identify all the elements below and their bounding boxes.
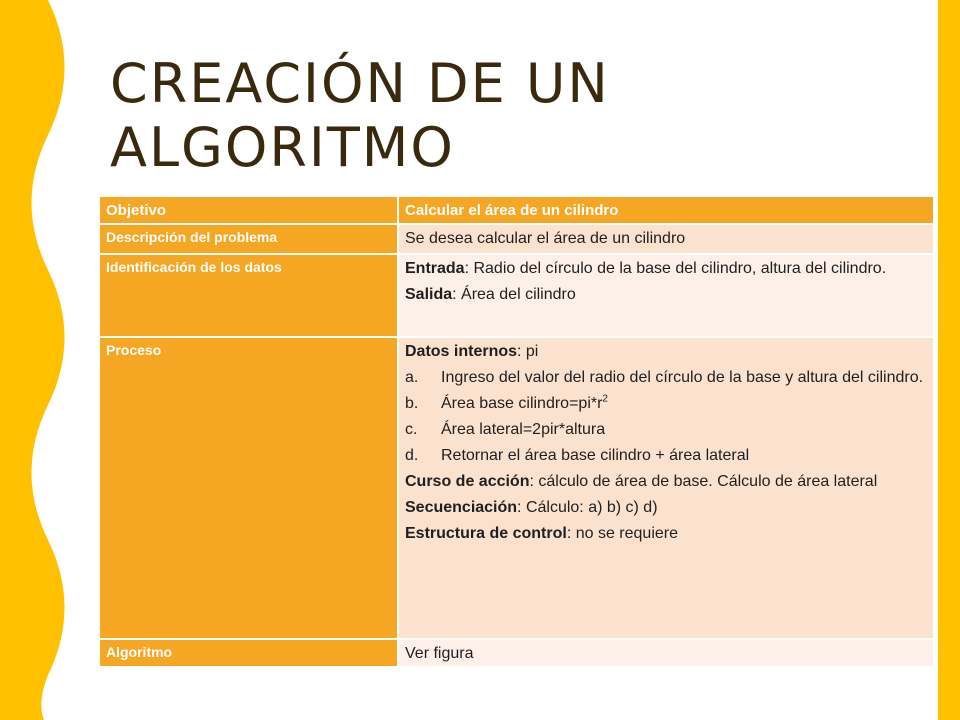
proceso-value — [397, 338, 933, 640]
internos-line — [405, 339, 927, 365]
right-accent-bar — [938, 0, 960, 720]
estructura-line — [405, 521, 927, 547]
list-item — [405, 365, 927, 391]
list-text: Área base cilindro=pi*r — [441, 395, 603, 412]
secuencia-label: Secuenciación — [405, 499, 518, 516]
curso-line — [405, 469, 927, 495]
entrada-text: : Radio del círculo de la base del cilindro, altura del cilindro. — [464, 260, 887, 277]
estructura-text: : no se requiere — [566, 525, 678, 542]
left-wave-decoration — [0, 0, 80, 720]
exponent: 2 — [602, 393, 608, 405]
algoritmo-label: Algoritmo — [100, 640, 397, 668]
list-item — [405, 391, 927, 417]
descripcion-label: Descripción del problema — [100, 225, 397, 255]
descripcion-value: Se desea calcular el área de un cilindro — [397, 225, 933, 255]
estructura-label: Estructura de control — [405, 525, 567, 542]
algorithm-table — [100, 197, 933, 668]
list-text: Área lateral=2pir*altura — [441, 421, 606, 438]
list-item — [405, 417, 927, 443]
title-line-2: ALGORITMO — [110, 116, 455, 179]
curso-label: Curso de acción — [405, 473, 530, 490]
list-text: Ingreso del valor del radio del círculo de la base y altura del cilindro. — [441, 369, 924, 386]
list-marker: a. — [405, 369, 419, 386]
secuencia-line — [405, 495, 927, 521]
internos-text: : pi — [517, 343, 539, 360]
list-text: Retornar el área base cilindro + área lateral — [441, 447, 750, 464]
internos-label: Datos internos — [405, 343, 518, 360]
list-marker: b. — [405, 395, 419, 412]
slide-title — [110, 52, 910, 180]
secuencia-text: : Cálculo: a) b) c) d) — [517, 499, 658, 516]
salida-line — [405, 282, 927, 308]
objetivo-label: Objetivo — [100, 197, 397, 225]
list-text-wrap — [441, 391, 927, 417]
list-marker: d. — [405, 447, 419, 464]
entrada-label: Entrada — [405, 260, 465, 277]
title-line-1: CREACIÓN DE UN — [110, 52, 610, 115]
salida-text: : Área del cilindro — [452, 286, 576, 303]
list-item — [405, 443, 927, 469]
datos-label: Identificación de los datos — [100, 255, 397, 338]
entrada-line — [405, 256, 927, 282]
objetivo-value: Calcular el área de un cilindro — [397, 197, 933, 225]
salida-label: Salida — [405, 286, 453, 303]
list-marker: c. — [405, 421, 418, 438]
datos-value — [397, 255, 933, 338]
curso-text: : cálculo de área de base. Cálculo de área lateral — [529, 473, 878, 490]
proceso-label: Proceso — [100, 338, 397, 640]
algoritmo-value: Ver figura — [397, 640, 933, 668]
